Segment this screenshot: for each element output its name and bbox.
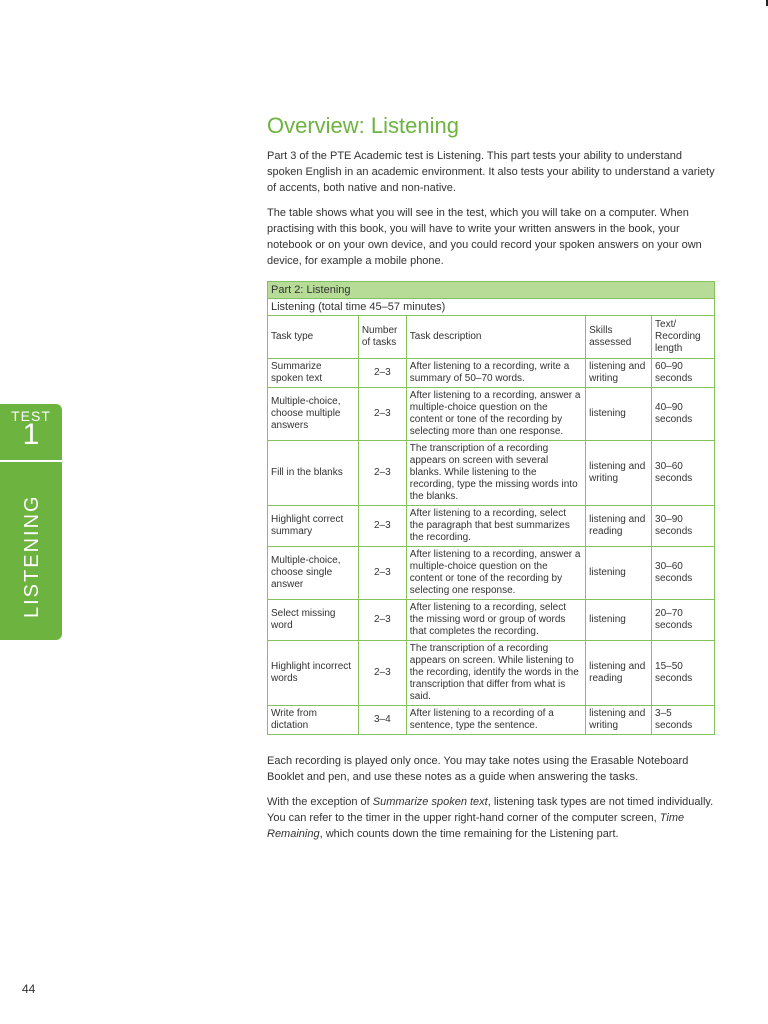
skills-cell: listening and reading [586, 506, 652, 547]
task-description-cell: After listening to a recording of a sentence, type the sentence. [406, 706, 585, 735]
table-row [268, 388, 715, 441]
task-count-cell: 2–3 [358, 506, 406, 547]
skills-cell: listening and writing [586, 441, 652, 506]
intro-paragraph: Part 3 of the PTE Academic test is Listening. This part tests your ability to understand spoken English in an academic environment. It also tests your ability to understand a variety of accents, both native and non-native. [267, 150, 715, 194]
column-header: Number of tasks [358, 316, 406, 359]
section-label-listening: LISTENING [21, 494, 43, 618]
test-number: 1 [22, 418, 40, 451]
timer-name-emphasis: Time Remaining [267, 812, 685, 840]
table-row [268, 441, 715, 506]
length-cell: 15–50 seconds [652, 641, 715, 706]
task-type-cell: Highlight incorrect words [268, 641, 359, 706]
length-cell: 60–90 seconds [652, 359, 715, 388]
column-header: Skills assessed [586, 316, 652, 359]
table-row [268, 641, 715, 706]
timing-text: With the exception of [267, 796, 373, 808]
skills-cell: listening [586, 600, 652, 641]
task-description-cell: After listening to a recording, select the paragraph that best summarizes the recording. [406, 506, 585, 547]
table-column-headers [268, 316, 715, 359]
length-cell: 30–90 seconds [652, 506, 715, 547]
tab-divider [0, 460, 62, 462]
test-label: TEST [11, 408, 51, 424]
notes-paragraph: Each recording is played only once. You may take notes using the Erasable Noteboard Booklet and pen, and use these notes as a guide when answering the tasks. [267, 755, 689, 783]
table-time-row [268, 299, 715, 316]
timing-text: , listening task types are not timed individually. You can refer to the timer in the upper right-hand corner of the computer screen, [267, 796, 714, 824]
task-description-cell: After listening to a recording, answer a multiple-choice question on the content or tone of the recording by selecting more than one response. [406, 388, 585, 441]
task-type-cell: Write from dictation [268, 706, 359, 735]
length-cell: 30–60 seconds [652, 441, 715, 506]
task-name-emphasis: Summarize spoken text [372, 796, 488, 808]
task-count-cell: 2–3 [358, 441, 406, 506]
task-count-cell: 2–3 [358, 359, 406, 388]
timing-text: , which counts down the time remaining for the Listening part. [319, 828, 619, 840]
main-content [267, 112, 715, 851]
task-count-cell: 2–3 [358, 547, 406, 600]
task-type-cell: Summarize spoken text [268, 359, 359, 388]
timing-paragraph [267, 794, 715, 842]
skills-cell: listening [586, 547, 652, 600]
task-type-cell: Highlight correct summary [268, 506, 359, 547]
length-cell: 30–60 seconds [652, 547, 715, 600]
task-description-cell: The transcription of a recording appears on screen. While listening to the recording, identify the words in the transcription that differ from what is said. [406, 641, 585, 706]
task-type-cell: Select missing word [268, 600, 359, 641]
task-type-cell: Multiple-choice, choose single answer [268, 547, 359, 600]
skills-cell: listening [586, 388, 652, 441]
length-cell: 3–5 seconds [652, 706, 715, 735]
task-description-cell: After listening to a recording, select the missing word or group of words that completes the recording. [406, 600, 585, 641]
intro-paragraph: The table shows what you will see in the test, which you will take on a computer. When practising with this book, you will have to write your written answers in the book, your notebook or on your own device, and you could record your spoken answers on your own device, for example a mobile phone. [267, 207, 702, 267]
table-row [268, 506, 715, 547]
page-title: Overview: Listening [267, 113, 459, 138]
skills-cell: listening and reading [586, 641, 652, 706]
table-body [268, 359, 715, 735]
column-header: Task description [406, 316, 585, 359]
table-row [268, 706, 715, 735]
table-row [268, 359, 715, 388]
length-cell: 40–90 seconds [652, 388, 715, 441]
task-count-cell: 2–3 [358, 600, 406, 641]
part-heading: Part 2: Listening [268, 282, 715, 299]
length-cell: 20–70 seconds [652, 600, 715, 641]
task-description-cell: After listening to a recording, answer a multiple-choice question on the content or tone of the recording by selecting one response. [406, 547, 585, 600]
task-count-cell: 2–3 [358, 388, 406, 441]
task-count-cell: 3–4 [358, 706, 406, 735]
listening-task-table [267, 281, 715, 735]
skills-cell: listening and writing [586, 359, 652, 388]
table-row [268, 600, 715, 641]
table-row [268, 547, 715, 600]
table-part-heading-row [268, 282, 715, 299]
column-header: Text/ Recording length [652, 316, 715, 359]
skills-cell: listening and writing [586, 706, 652, 735]
task-description-cell: After listening to a recording, write a summary of 50–70 words. [406, 359, 585, 388]
column-header: Task type [268, 316, 359, 359]
total-time-note: Listening (total time 45–57 minutes) [268, 299, 715, 316]
task-count-cell: 2–3 [358, 641, 406, 706]
task-type-cell: Fill in the blanks [268, 441, 359, 506]
task-type-cell: Multiple-choice, choose multiple answers [268, 388, 359, 441]
task-description-cell: The transcription of a recording appears on screen with several blanks. While listening to the recording, type the missing words into the blanks. [406, 441, 585, 506]
page-number: 44 [22, 982, 36, 996]
